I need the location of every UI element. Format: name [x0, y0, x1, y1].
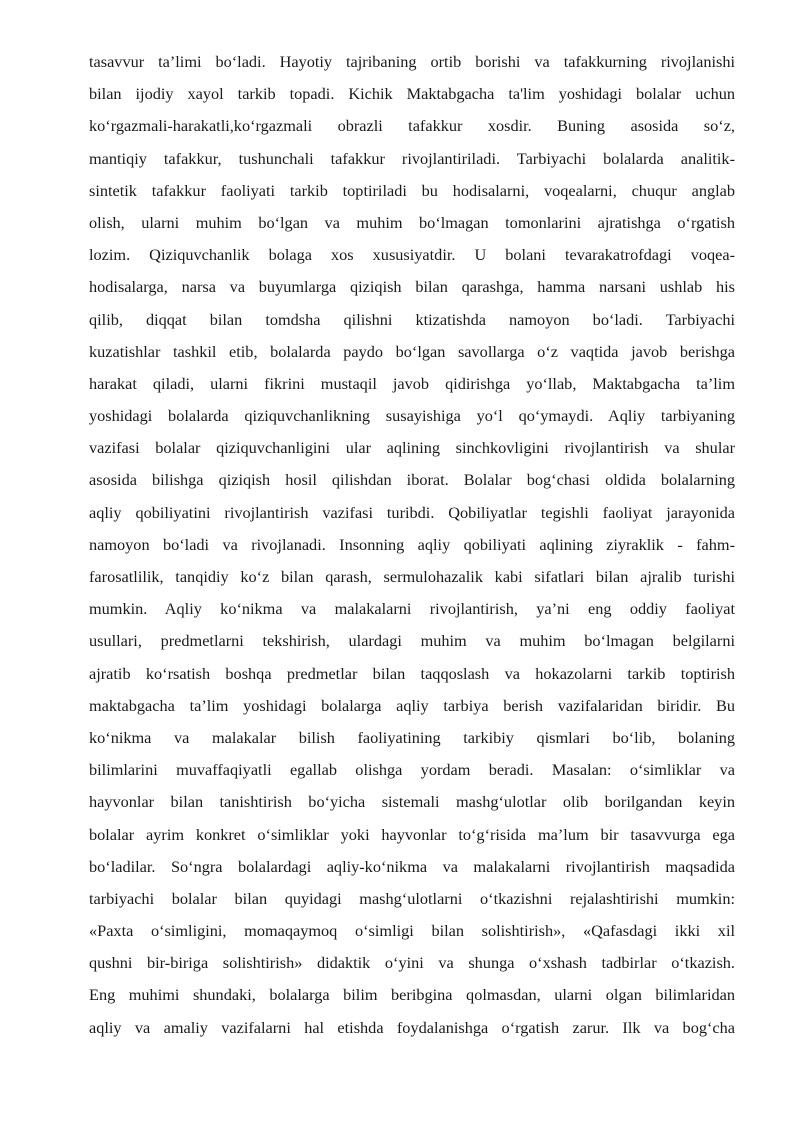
text-line: namoyon bo‘ladi va rivojlanadi. Insonning aqliy qobiliyati aqlining ziyraklik - fahm-: [89, 534, 735, 554]
text-line: yoshidagi bolalarda qiziquvchanlikning susayishiga yo‘l qo‘ymaydi. Aqliy tarbiyaning: [89, 406, 735, 426]
text-line: hodisalarga, narsa va buyumlarga qiziqish bilan qarashga, hamma narsani ushlab his: [89, 277, 735, 297]
text-line: sintetik tafakkur faoliyati tarkib toptiriladi bu hodisalarni, voqealarni, chuqur anglab: [89, 180, 735, 200]
text-line: ajratib ko‘rsatish boshqa predmetlar bilan taqqoslash va hokazolarni tarkib toptirish: [89, 663, 735, 683]
body-text: [89, 46, 735, 1044]
text-line: «Paxta o‘simligini, momaqaymoq o‘simligi bilan solishtirish», «Qafasdagi ikki xil: [89, 921, 735, 941]
text-line: mantiqiy tafakkur, tushunchali tafakkur rivojlantiriladi. Tarbiyachi bolalarda analitik-: [89, 148, 735, 168]
text-line: Eng muhimi shundaki, bolalarga bilim beribgina qolmasdan, ularni olgan bilimlaridan: [89, 985, 735, 1005]
text-line: olish, ularni muhim bo‘lgan va muhim bo‘lmagan tomonlarini ajratishga o‘rgatish: [89, 212, 735, 232]
text-line: harakat qiladi, ularni fikrini mustaqil javob qidirishga yo‘llab, Maktabgacha ta’lim: [89, 373, 735, 393]
text-line: tasavvur ta’limi bo‘ladi. Hayotiy tajribaning ortib borishi va tafakkurning rivojlanishi: [89, 52, 735, 71]
text-line: bilan ijodiy xayol tarkib topadi. Kichik Maktabgacha ta'lim yoshidagi bolalar uchun: [89, 84, 735, 104]
text-line: kuzatishlar tashkil etib, bolalarda paydo bo‘lgan savollarga o‘z vaqtida javob berishga: [89, 341, 735, 361]
text-line: qilib, diqqat bilan tomdsha qilishni ktizatishda namoyon bo‘ladi. Tarbiyachi: [89, 309, 735, 329]
text-line: bolalar ayrim konkret o‘simliklar yoki hayvonlar to‘g‘risida ma’lum bir tasavvurga ega: [89, 824, 735, 844]
text-line: maktabgacha ta’lim yoshidagi bolalarga aqliy tarbiya berish vazifalaridan biridir. Bu: [89, 695, 735, 715]
text-line: usullari, predmetlarni tekshirish, ulardagi muhim va muhim bo‘lmagan belgilarni: [89, 631, 735, 651]
text-line: hayvonlar bilan tanishtirish bo‘yicha sistemali mashg‘ulotlar olib borilgandan keyin: [89, 792, 735, 812]
text-line: bo‘ladilar. So‘ngra bolalardagi aqliy-ko‘nikma va malakalarni rivojlantirish maqsadida: [89, 856, 735, 876]
text-line: asosida bilishga qiziqish hosil qilishdan iborat. Bolalar bog‘chasi oldida bolalarning: [89, 470, 735, 490]
text-line: qushni bir-biriga solishtirish» didaktik o‘yini va shunga o‘xshash tadbirlar o‘tkazish.: [89, 953, 735, 973]
text-line: vazifasi bolalar qiziquvchanligini ular aqlining sinchkovligini rivojlantirish va shular: [89, 438, 735, 458]
text-line: mumkin. Aqliy ko‘nikma va malakalarni rivojlantirish, ya’ni eng oddiy faoliyat: [89, 599, 735, 619]
text-line: ko‘nikma va malakalar bilish faoliyatining tarkibiy qismlari bo‘lib, bolaning: [89, 727, 735, 747]
text-line: aqliy qobiliyatini rivojlantirish vazifasi turibdi. Qobiliyatlar tegishli faoliyat jarayonida: [89, 502, 735, 522]
text-line: lozim. Qiziquvchanlik bolaga xos xususiyatdir. U bolani tevarakatrofdagi voqea-: [89, 245, 735, 265]
text-line: bilimlarini muvaffaqiyatli egallab olishga yordam beradi. Masalan: o‘simliklar va: [89, 760, 735, 780]
text-line: ko‘rgazmali-harakatli,ko‘rgazmali obrazli tafakkur xosdir. Buning asosida so‘z,: [89, 116, 735, 136]
text-line: tarbiyachi bolalar bilan quyidagi mashg‘ulotlarni o‘tkazishni rejalashtirishi mumkin:: [89, 888, 735, 908]
text-line: aqliy va amaliy vazifalarni hal etishda foydalanishga o‘rgatish zarur. Ilk va bog‘cha: [89, 1017, 735, 1037]
text-line: farosatlilik, tanqidiy ko‘z bilan qarash, sermulohazalik kabi sifatlari bilan ajralib turishi: [89, 567, 735, 586]
